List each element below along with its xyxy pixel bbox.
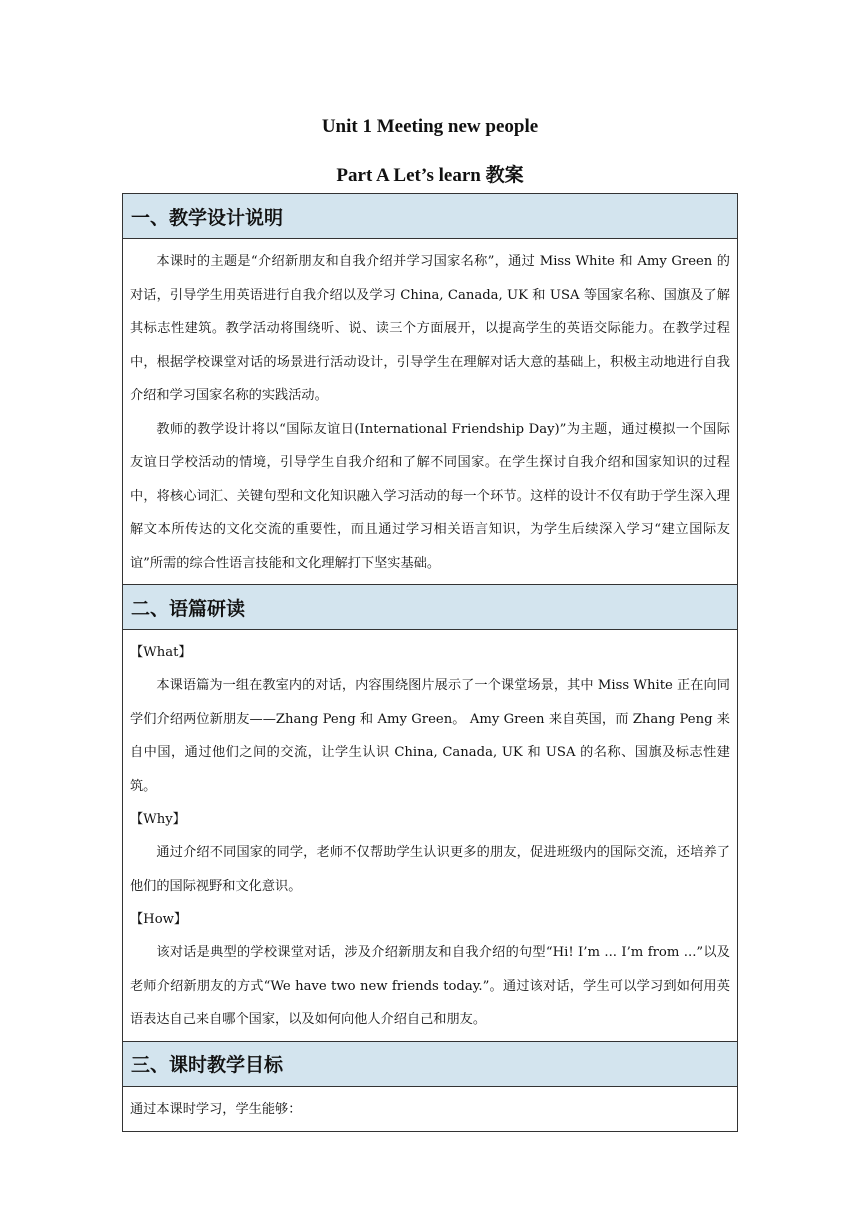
section-body-text-analysis	[123, 630, 738, 1042]
section-heading-objectives: 三、课时教学目标	[123, 1041, 738, 1086]
why-paragraph: 通过介绍不同国家的同学，老师不仅帮助学生认识更多的朋友，促进班级内的国际交流，还培养了他们的国际视野和文化意识。	[130, 845, 730, 894]
section-body-design	[123, 239, 738, 585]
what-label: 【What】	[130, 645, 192, 660]
design-paragraph-1: 本课时的主题是“介绍新朋友和自我介绍并学习国家名称”，通过 Miss White 和 Amy Green 的对话，引导学生用英语进行自我介绍以及学习 China, Canada, UK 和 USA 等国家名称、国旗及了解其标志性建筑。教学活动将围绕听、说、读三个方面展开，以提高学生的英语交际能力。在教学过程中，根据学校课堂对话的场景进行活动设计，引导学生在理解对话大意的基础上，积极主动地进行自我介绍和学习国家名称的实践活动。	[130, 254, 730, 403]
section-heading-text-analysis: 二、语篇研读	[123, 585, 738, 630]
lesson-plan-table	[122, 193, 738, 1132]
how-label: 【How】	[130, 912, 188, 927]
design-paragraph-2: 教师的教学设计将以“国际友谊日(International Friendship Day)”为主题，通过模拟一个国际友谊日学校活动的情境，引导学生自我介绍和了解不同国家。在学生探讨自我介绍和国家知识的过程中，将核心词汇、关键句型和文化知识融入学习活动的每一个环节。这样的设计不仅有助于学生深入理解文本所传达的文化交流的重要性，而且通过学习相关语言知识，为学生后续深入学习“建立国际友谊”所需的综合性语言技能和文化理解打下坚实基础。	[130, 421, 730, 571]
what-paragraph: 本课语篇为一组在教室内的对话，内容围绕图片展示了一个课堂场景，其中 Miss White 正在向同学们介绍两位新朋友——Zhang Peng 和 Amy Green。 Amy Green 来自英国，而 Zhang Peng 来自中国，通过他们之间的交流，让学生认识 China, Canada, UK 和 USA 的名称、国旗及标志性建筑。	[130, 678, 730, 794]
how-paragraph: 该对话是典型的学校课堂对话，涉及介绍新朋友和自我介绍的句型“Hi! I’m ... I’m from ...”以及老师介绍新朋友的方式“We have two new friends today.”。通过该对话，学生可以学习到如何用英语表达自己来自哪个国家，以及如何向他人介绍自己和朋友。	[130, 945, 730, 1027]
section-heading-design: 一、教学设计说明	[123, 194, 738, 239]
document-subtitle: Part A Let’s learn 教案	[336, 165, 524, 186]
document-title: Unit 1 Meeting new people	[321, 116, 539, 137]
section-body-objectives	[123, 1086, 738, 1131]
objectives-intro: 通过本课时学习，学生能够：	[130, 1101, 302, 1117]
why-label: 【Why】	[130, 812, 186, 827]
